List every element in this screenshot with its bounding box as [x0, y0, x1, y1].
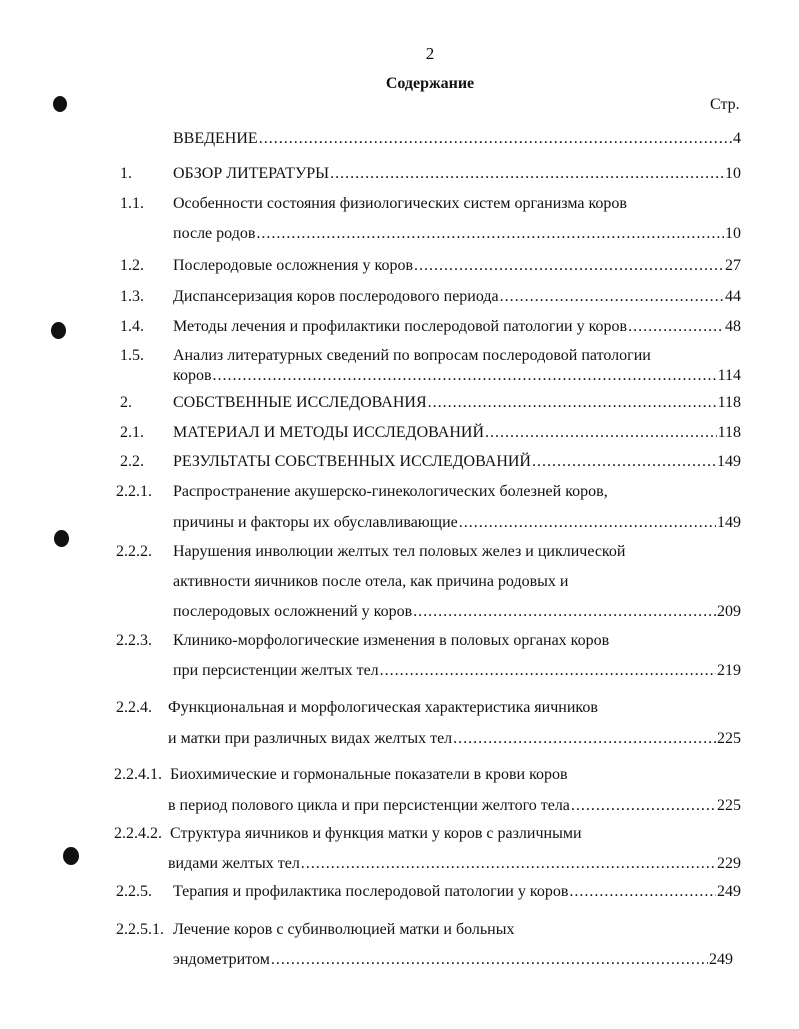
toc-entry-number: 2.2.5.1.	[116, 921, 164, 938]
toc-entry-number: 2.1.	[120, 424, 144, 441]
toc-entry-page: 229	[717, 855, 741, 872]
toc-entry-title: РЕЗУЛЬТАТЫ СОБСТВЕННЫХ ИССЛЕДОВАНИЙ	[173, 453, 531, 470]
toc-entry-title: при персистенции желтых тел	[173, 662, 379, 679]
toc-entry-page: 219	[717, 662, 741, 679]
toc-entry-title: Распространение акушерско-гинекологических болезней коров,	[173, 483, 608, 500]
toc-entry-page: 114	[717, 367, 741, 384]
toc-entry-page: 48	[725, 318, 741, 335]
toc-entry-number: 2.2.4.1.	[114, 766, 162, 783]
leader-dots	[380, 662, 716, 680]
toc-entry-number: 1.2.	[120, 257, 144, 274]
leader-dots	[414, 257, 724, 275]
toc-entry-title: Методы лечения и профилактики послеродовой патологии у коров	[173, 318, 628, 335]
leader-dots	[569, 883, 716, 901]
toc-entry-number: 1.5.	[120, 347, 144, 364]
toc-entry-page: 27	[725, 257, 741, 274]
toc-entry-title: причины и факторы их обуславливающие	[173, 514, 458, 531]
scan-speck	[54, 530, 69, 547]
toc-entry-title: после родов	[173, 225, 256, 242]
toc-entry-number: 2.2.4.2.	[114, 825, 162, 842]
toc-entry-page: 225	[717, 797, 741, 814]
leader-dots	[213, 367, 717, 385]
toc-entry-title: в период полового цикла и при персистенции желтого тела	[168, 797, 570, 814]
toc-entry-title: Особенности состояния физиологических систем организма коров	[173, 195, 627, 212]
toc-entry-title: СОБСТВЕННЫЕ ИССЛЕДОВАНИЯ	[173, 394, 427, 411]
leader-dots	[271, 951, 708, 969]
scan-speck	[53, 96, 67, 112]
leader-dots	[330, 165, 724, 183]
toc-entry-title: Анализ литературных сведений по вопросам послеродовой патологии	[173, 347, 651, 364]
page-number: 2	[425, 44, 435, 63]
toc-entry-number: 2.2.4.	[116, 699, 152, 716]
toc-entry-number: 2.2.	[120, 453, 144, 470]
leader-dots	[256, 225, 724, 243]
toc-entry-number: 1.	[120, 165, 132, 182]
toc-entry-page: 10	[725, 225, 741, 242]
toc-entry-page: 225	[717, 730, 741, 747]
toc-entry-title: эндометритом	[173, 951, 270, 968]
toc-entry-page: 149	[717, 453, 741, 470]
toc-entry-page: 10	[725, 165, 741, 182]
toc-entry-title: Терапия и профилактика послеродовой патологии у коров	[173, 883, 569, 900]
toc-entry-title: послеродовых осложнений у коров	[173, 603, 413, 620]
toc-entry-page: 44	[725, 288, 741, 305]
leader-dots	[485, 424, 717, 442]
toc-entry-title: активности яичников после отела, как причина родовых и	[173, 573, 569, 590]
toc-entry-number: 2.2.1.	[116, 483, 152, 500]
leader-dots	[571, 797, 716, 815]
page-column-label: Стр.	[710, 96, 740, 113]
leader-dots	[459, 514, 716, 532]
toc-entry-title: и матки при различных видах желтых тел	[168, 730, 453, 747]
toc-entry-number: 2.2.5.	[116, 883, 152, 900]
leader-dots	[500, 288, 724, 306]
toc-entry-page: 4	[733, 130, 741, 147]
toc-entry-title: ОБЗОР ЛИТЕРАТУРЫ	[173, 165, 330, 182]
toc-entry-number: 1.1.	[120, 195, 144, 212]
toc-entry-page: 118	[717, 394, 741, 411]
toc-entry-title: Диспансеризация коров послеродового периода	[173, 288, 499, 305]
leader-dots	[259, 130, 732, 148]
toc-entry-title: Функциональная и морфологическая характеристика яичников	[168, 699, 598, 716]
toc-entry-title: коров	[173, 367, 212, 384]
leader-dots	[628, 318, 724, 336]
leader-dots	[301, 855, 716, 873]
scan-speck	[63, 847, 79, 865]
toc-entry-number: 2.2.3.	[116, 632, 152, 649]
toc-entry-title: ВВЕДЕНИЕ	[173, 130, 258, 147]
scan-speck	[51, 322, 66, 339]
toc-entry-title: Нарушения инволюции желтых тел половых желез и циклической	[173, 543, 626, 560]
toc-entry-page: 249	[717, 883, 741, 900]
page-title: Содержание	[385, 75, 475, 92]
toc-entry-number: 2.2.2.	[116, 543, 152, 560]
toc-entry-title: Клинико-морфологические изменения в половых органах коров	[173, 632, 610, 649]
toc-entry-title: Биохимические и гормональные показатели в крови коров	[170, 766, 568, 783]
leader-dots	[413, 603, 716, 621]
leader-dots	[428, 394, 717, 412]
toc-entry-page: 149	[717, 514, 741, 531]
toc-entry-title: Структура яичников и функция матки у коров с различными	[170, 825, 582, 842]
toc-entry-number: 1.4.	[120, 318, 144, 335]
toc-entry-page: 209	[717, 603, 741, 620]
toc-entry-title: МАТЕРИАЛ И МЕТОДЫ ИССЛЕДОВАНИЙ	[173, 424, 484, 441]
toc-entry-title: Лечение коров с субинволюцией матки и больных	[173, 921, 515, 938]
toc-entry-title: видами желтых тел	[168, 855, 300, 872]
toc-entry-page: 249	[709, 951, 733, 968]
toc-entry-number: 2.	[120, 394, 132, 411]
toc-entry-page: 118	[717, 424, 741, 441]
toc-entry-title: Послеродовые осложнения у коров	[173, 257, 414, 274]
toc-entry-number: 1.3.	[120, 288, 144, 305]
leader-dots	[453, 730, 716, 748]
leader-dots	[532, 453, 716, 471]
